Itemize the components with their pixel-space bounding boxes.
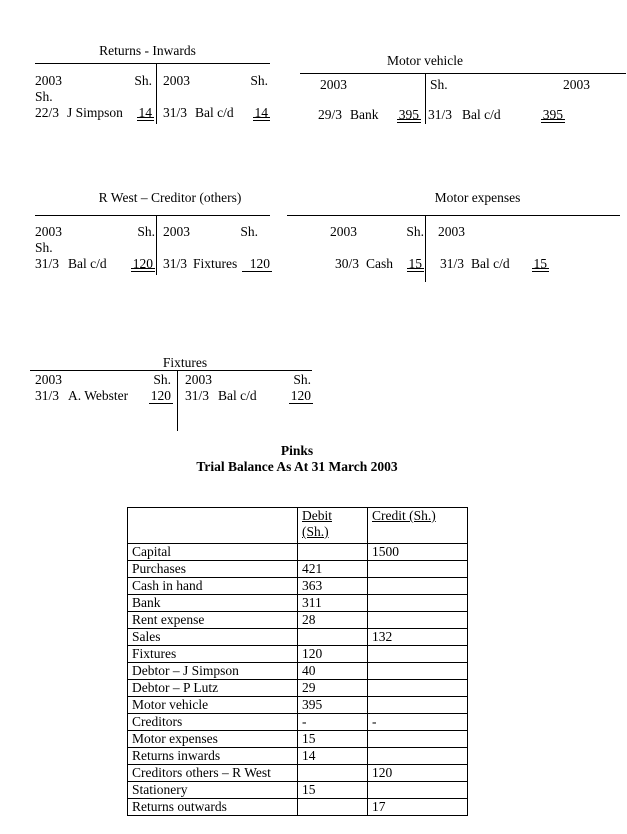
debit-column-header (298, 508, 368, 544)
account-name: Creditors others – R West (128, 765, 298, 782)
account-divider (425, 73, 426, 124)
credit-value (368, 663, 468, 680)
entry-description: Bal c/d (195, 105, 234, 120)
entry-amount: 14 (254, 105, 268, 120)
table-row (128, 782, 468, 799)
table-row (128, 561, 468, 578)
entry-date: 31/3 (35, 388, 60, 403)
column-header-row (35, 224, 155, 240)
entry-date: 31/3 (440, 256, 465, 271)
account-top-rule (30, 370, 312, 371)
ledger-entry (318, 107, 425, 123)
debit-value: 14 (298, 748, 368, 765)
account-title: R West – Creditor (others) (98, 190, 242, 205)
ledger-entry (163, 105, 270, 121)
account-divider (156, 215, 157, 275)
currency-label: Sh. (240, 224, 258, 239)
account-name: Capital (128, 544, 298, 561)
account-top-rule (35, 63, 270, 64)
column-header-row (163, 73, 270, 89)
entry-description: Bal c/d (68, 256, 107, 271)
year-label: 2003 (163, 73, 190, 88)
entry-amount: 120 (150, 388, 171, 403)
entry-amount: 395 (542, 107, 563, 122)
taccount-fixtures (25, 352, 320, 434)
account-title: Returns - Inwards (99, 43, 196, 58)
credit-value: 120 (368, 765, 468, 782)
account-name: Sales (128, 629, 298, 646)
entry-description: Bal c/d (462, 107, 501, 122)
year-label: 2003 (35, 73, 62, 88)
credit-value: 17 (368, 799, 468, 816)
debit-value (298, 799, 368, 816)
currency-label: Sh. (137, 224, 155, 239)
table-row (128, 765, 468, 782)
entry-date: 31/3 (428, 107, 453, 122)
table-row (128, 612, 468, 629)
ledger-entry (163, 256, 272, 272)
debit-value: 311 (298, 595, 368, 612)
year-label: 2003 (163, 224, 190, 239)
ledger-entry (35, 256, 155, 272)
currency-row (35, 240, 155, 256)
currency-label: Sh. (134, 73, 152, 88)
table-row (128, 799, 468, 816)
year-label: 2003 (35, 372, 62, 387)
entry-amount: 120 (242, 256, 272, 272)
account-title: Motor expenses (434, 190, 521, 205)
table-row (128, 714, 468, 731)
account-name: Returns outwards (128, 799, 298, 816)
company-name: Pinks (280, 443, 314, 458)
ledger-entry (335, 256, 424, 272)
account-name: Motor expenses (128, 731, 298, 748)
column-header-row (320, 77, 423, 93)
credit-value (368, 612, 468, 629)
taccount-motor-vehicle (300, 50, 627, 128)
account-name: Stationery (128, 782, 298, 799)
table-row (128, 680, 468, 697)
entry-date: 31/3 (35, 256, 60, 271)
account-name: Bank (128, 595, 298, 612)
column-header-row (438, 224, 538, 240)
year-label: 2003 (438, 224, 465, 239)
ledger-entry (185, 388, 313, 404)
account-name: Debtor – P Lutz (128, 680, 298, 697)
debit-value: 395 (298, 697, 368, 714)
entry-description: J Simpson (67, 105, 123, 120)
currency-label: Sh. (35, 240, 53, 255)
column-header-row (163, 224, 270, 240)
ledger-entry (35, 388, 173, 404)
currency-label: Sh. (35, 89, 53, 104)
entry-description: Bank (350, 107, 379, 122)
entry-amount: 120 (132, 256, 153, 271)
account-divider (177, 370, 178, 431)
debit-value (298, 544, 368, 561)
entry-date: 29/3 (318, 107, 343, 122)
account-name: Motor vehicle (128, 697, 298, 714)
credit-value (368, 646, 468, 663)
debit-value: 15 (298, 782, 368, 799)
credit-value (368, 578, 468, 595)
entry-description: Fixtures (193, 256, 238, 271)
entry-amount: 14 (138, 105, 152, 120)
ledger-entry (440, 256, 549, 272)
currency-label: Sh. (250, 73, 268, 88)
column-header-row (330, 224, 424, 240)
account-name: Fixtures (128, 646, 298, 663)
debit-value: 29 (298, 680, 368, 697)
column-header-row (185, 372, 313, 388)
entry-date: 31/3 (163, 256, 188, 271)
table-row (128, 731, 468, 748)
table-row (128, 578, 468, 595)
account-name: Creditors (128, 714, 298, 731)
entry-date: 22/3 (35, 105, 60, 120)
taccount-r-west-creditor (30, 188, 275, 278)
account-name: Returns inwards (128, 748, 298, 765)
credit-value (368, 731, 468, 748)
currency-label: Sh. (153, 372, 171, 387)
debit-label: Debit (302, 508, 332, 523)
entry-amount: 15 (533, 256, 547, 271)
debit-value: 120 (298, 646, 368, 663)
debit-value: - (298, 714, 368, 731)
entry-amount: 120 (290, 388, 311, 403)
account-top-rule (35, 215, 270, 216)
credit-label: Credit (Sh.) (372, 508, 436, 523)
year-label: 2003 (563, 77, 590, 92)
entry-description: Bal c/d (218, 388, 257, 403)
table-row (128, 629, 468, 646)
entry-date: 31/3 (163, 105, 188, 120)
column-header-row (430, 77, 590, 93)
entry-date: 30/3 (335, 256, 360, 271)
table-row (128, 595, 468, 612)
account-column-header (128, 508, 298, 544)
credit-value (368, 595, 468, 612)
credit-value: 1500 (368, 544, 468, 561)
account-name: Debtor – J Simpson (128, 663, 298, 680)
credit-value (368, 748, 468, 765)
trial-balance-table (127, 507, 468, 816)
account-divider (156, 63, 157, 124)
debit-value: 40 (298, 663, 368, 680)
year-label: 2003 (320, 77, 347, 92)
currency-label: Sh. (430, 77, 448, 92)
currency-label: Sh. (406, 224, 424, 239)
account-name: Rent expense (128, 612, 298, 629)
year-label: 2003 (185, 372, 212, 387)
table-row (128, 663, 468, 680)
credit-value (368, 782, 468, 799)
table-row (128, 544, 468, 561)
account-title: Motor vehicle (386, 53, 464, 68)
account-top-rule (300, 73, 626, 74)
ledger-entry (428, 107, 565, 123)
entry-description: Cash (366, 256, 394, 271)
table-header-row (128, 508, 468, 544)
debit-value (298, 629, 368, 646)
debit-value: 421 (298, 561, 368, 578)
debit-value: 28 (298, 612, 368, 629)
credit-value (368, 680, 468, 697)
entry-amount: 395 (398, 107, 419, 122)
column-header-row (35, 372, 173, 388)
year-label: 2003 (330, 224, 357, 239)
credit-value (368, 561, 468, 578)
trial-balance-title: Trial Balance As At 31 March 2003 (196, 459, 398, 474)
account-title: Fixtures (162, 355, 208, 370)
taccount-motor-expenses (287, 188, 627, 283)
entry-description: Bal c/d (471, 256, 510, 271)
credit-value: - (368, 714, 468, 731)
debit-value: 363 (298, 578, 368, 595)
year-label: 2003 (35, 224, 62, 239)
entry-amount: 15 (408, 256, 422, 271)
debit-value: 15 (298, 731, 368, 748)
credit-column-header (368, 508, 468, 544)
currency-label: Sh. (293, 372, 311, 387)
account-top-rule (287, 215, 620, 216)
account-divider (425, 215, 426, 282)
credit-value (368, 697, 468, 714)
entry-description: A. Webster (68, 388, 129, 403)
account-name: Cash in hand (128, 578, 298, 595)
taccount-returns-inwards (30, 40, 275, 128)
table-row (128, 697, 468, 714)
account-name: Purchases (128, 561, 298, 578)
currency-row (35, 89, 154, 105)
table-row (128, 748, 468, 765)
column-header-row (35, 73, 154, 89)
ledger-entry (35, 105, 154, 121)
debit-currency-label: (Sh.) (302, 524, 329, 539)
table-row (128, 646, 468, 663)
credit-value: 132 (368, 629, 468, 646)
entry-date: 31/3 (185, 388, 210, 403)
debit-value (298, 765, 368, 782)
